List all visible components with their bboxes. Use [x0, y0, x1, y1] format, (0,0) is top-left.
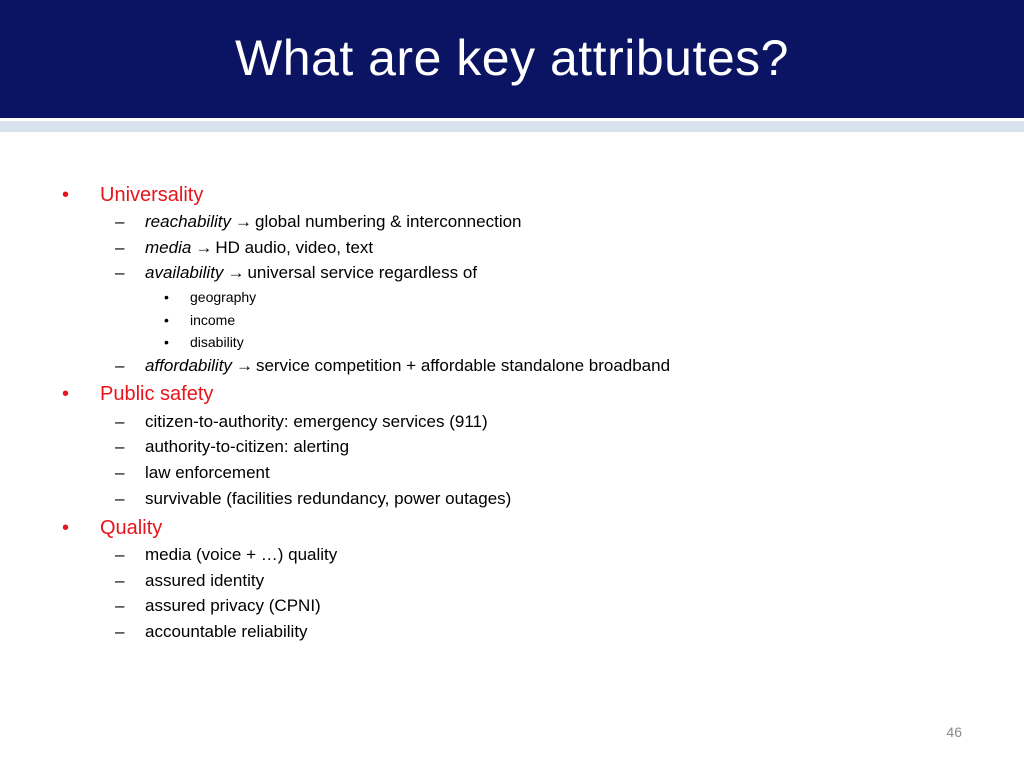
sub-list-item — [164, 311, 236, 329]
list-item — [115, 237, 374, 259]
section-heading-text: Public safety — [100, 383, 214, 405]
section-heading-text: Universality — [100, 184, 204, 206]
list-item — [115, 355, 671, 377]
sub-item-text: disability — [190, 334, 244, 350]
bullet-icon: • — [164, 289, 169, 305]
item-term: media — [145, 238, 192, 257]
bullet-icon: • — [62, 517, 70, 539]
arrow-icon: → — [235, 356, 253, 375]
dash-icon: – — [115, 571, 125, 590]
list-item — [115, 544, 338, 566]
dash-icon: – — [115, 437, 125, 456]
item-text: citizen-to-authority: emergency services (911) — [145, 412, 488, 431]
sub-item-text: geography — [190, 289, 257, 305]
item-text: assured privacy (CPNI) — [145, 596, 321, 615]
item-term: availability — [145, 263, 224, 282]
list-item — [115, 462, 270, 484]
bullet-icon: • — [62, 383, 70, 405]
dash-icon: – — [115, 412, 125, 431]
arrow-icon: → — [195, 238, 213, 257]
dash-icon: – — [115, 212, 125, 231]
item-text: survivable (facilities redundancy, power outages) — [145, 489, 512, 508]
list-item — [115, 595, 321, 617]
item-term: reachability — [145, 212, 231, 231]
list-item — [115, 411, 488, 433]
item-text: global numbering & interconnection — [255, 212, 522, 231]
bullet-icon: • — [164, 312, 169, 328]
sub-item-text: income — [190, 312, 236, 328]
list-item — [115, 211, 522, 233]
dash-icon: – — [115, 596, 125, 615]
dash-icon: – — [115, 356, 125, 375]
section-heading-text: Quality — [100, 517, 163, 539]
item-text: media (voice + …) quality — [145, 545, 338, 564]
list-item — [115, 262, 478, 284]
sub-list-item — [164, 288, 257, 306]
sub-list-item — [164, 333, 244, 351]
bullet-icon: • — [164, 334, 169, 350]
item-text: HD audio, video, text — [215, 238, 374, 257]
dash-icon: – — [115, 238, 125, 257]
arrow-icon: → — [227, 263, 245, 282]
dash-icon: – — [115, 489, 125, 508]
section-heading-quality — [62, 516, 163, 540]
dash-icon: – — [115, 463, 125, 482]
item-text: authority-to-citizen: alerting — [145, 437, 350, 456]
dash-icon: – — [115, 263, 125, 282]
item-text: law enforcement — [145, 463, 270, 482]
list-item — [115, 436, 350, 458]
list-item — [115, 488, 512, 510]
item-term: affordability — [145, 356, 232, 375]
item-text: universal service regardless of — [247, 263, 478, 282]
dash-icon: – — [115, 545, 125, 564]
bullet-icon: • — [62, 184, 70, 206]
item-text: service competition + affordable standalone broadband — [255, 356, 671, 375]
dash-icon: – — [115, 622, 125, 641]
arrow-icon: → — [235, 212, 252, 231]
item-text: assured identity — [145, 571, 265, 590]
slide-title: What are key attributes? — [235, 30, 789, 86]
page-number: 46 — [946, 724, 962, 740]
item-text: accountable reliability — [145, 622, 308, 641]
list-item — [115, 621, 308, 643]
section-heading-public-safety — [62, 382, 214, 406]
section-heading-universality — [62, 183, 204, 207]
list-item — [115, 570, 265, 592]
